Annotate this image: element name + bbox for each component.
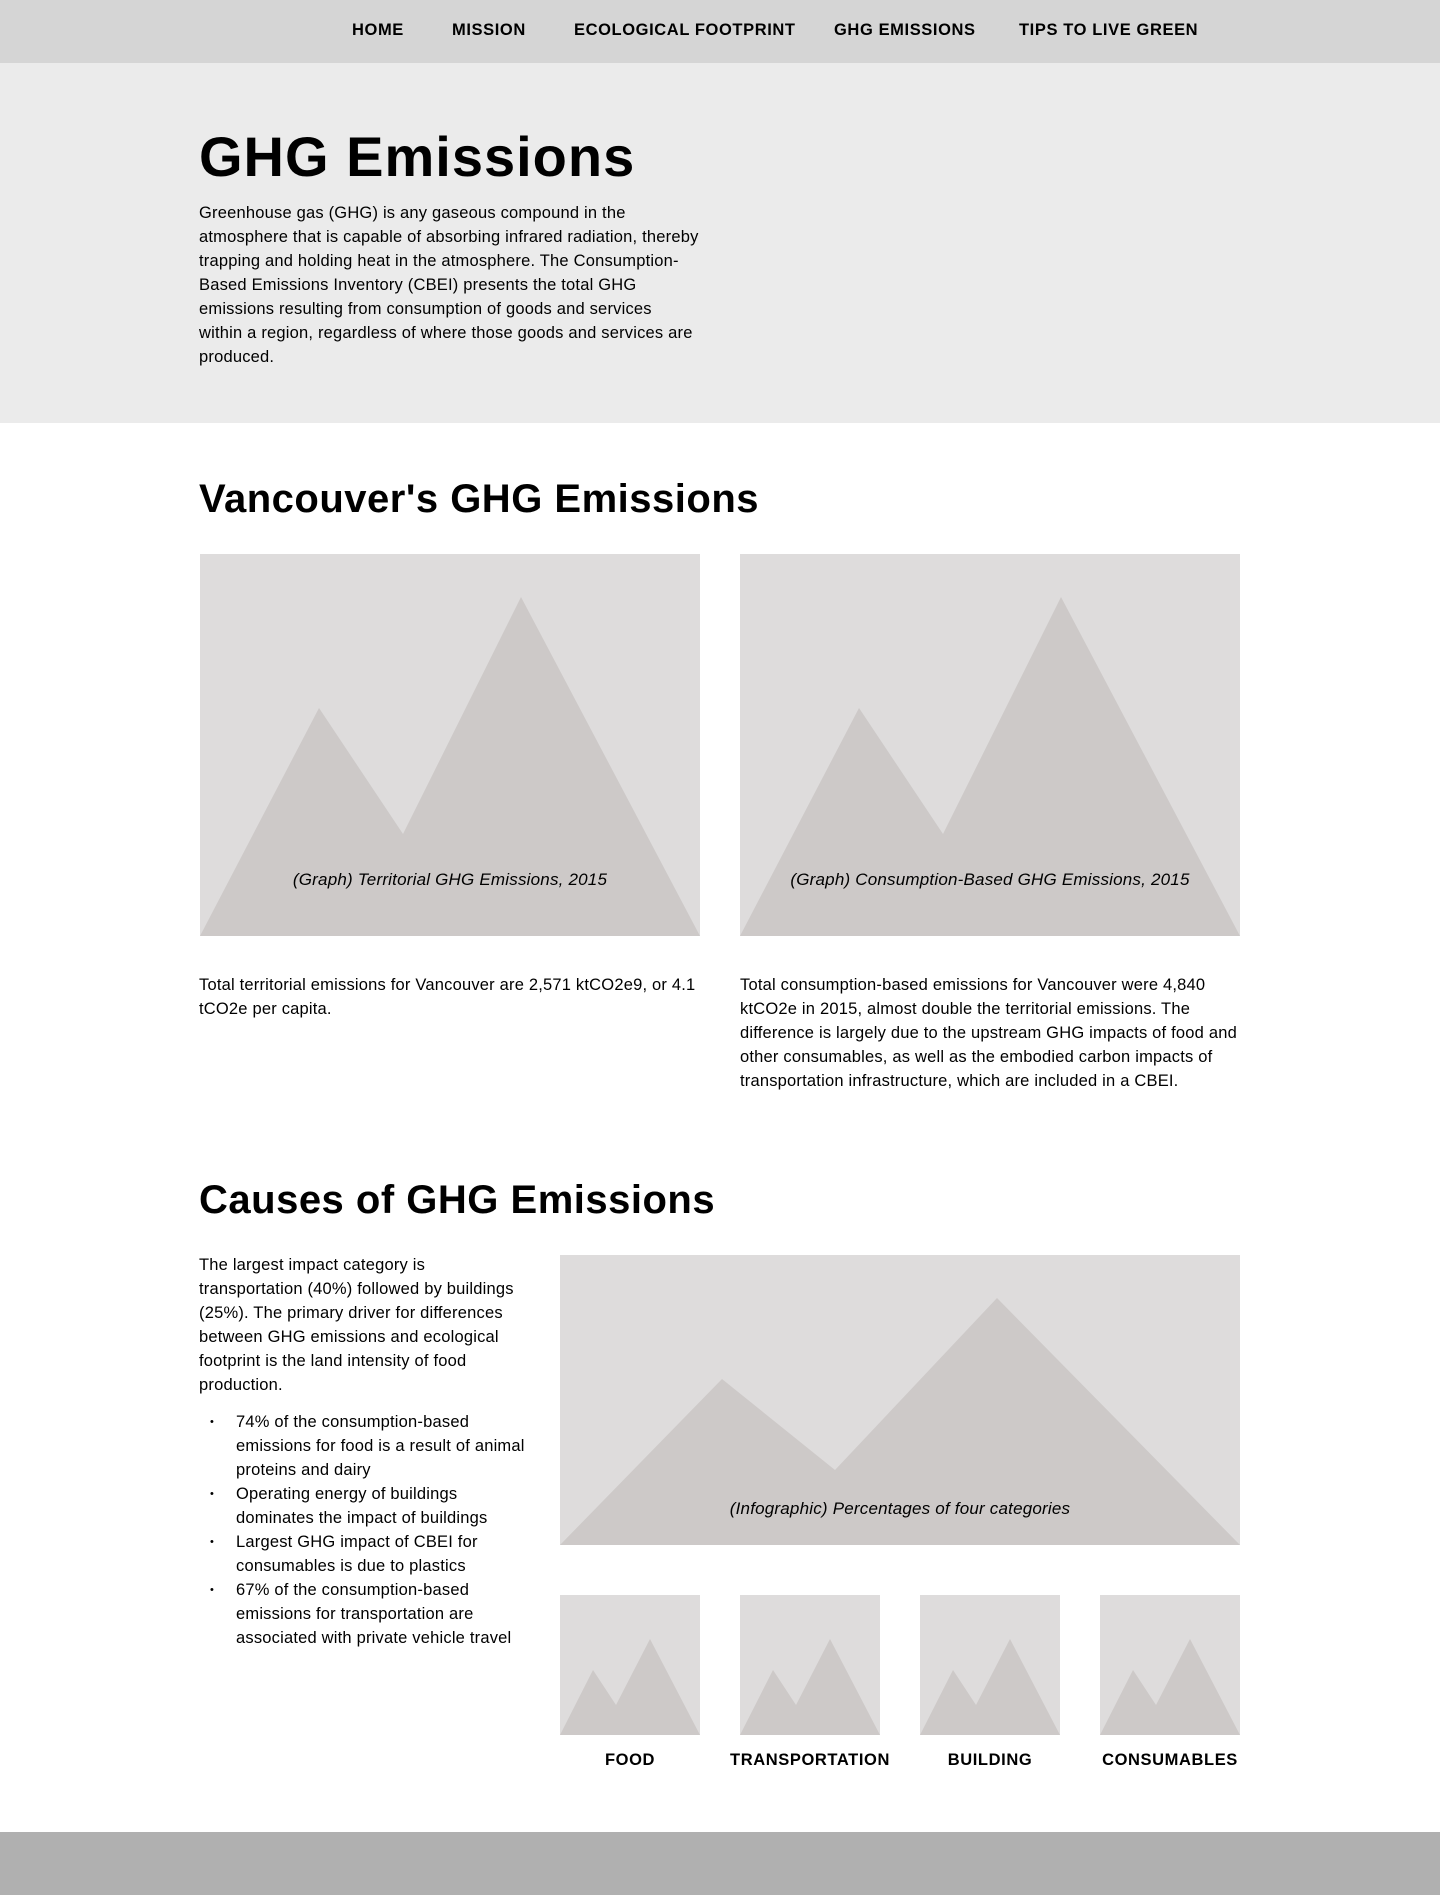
nav-item-home[interactable]: HOME xyxy=(352,21,404,39)
food-thumbnail xyxy=(560,1595,700,1735)
causes-intro-text: The largest impact category is transportation (40%) followed by buildings (25%). The primary driver for differences between GHG emissions and ecological footprint is the land intensity of food production. xyxy=(199,1256,514,1394)
hero-section xyxy=(0,63,1440,423)
nav-item-ghg-emissions[interactable]: GHG EMISSIONS xyxy=(834,21,976,39)
category-label-food: FOOD xyxy=(604,1751,656,1769)
infographic-caption: (Infographic) Percentages of four categories xyxy=(729,1499,1071,1518)
list-item: • Largest GHG impact of CBEI for consumables is due to plastics xyxy=(199,1530,529,1578)
building-thumbnail xyxy=(920,1595,1060,1735)
nav-item-ecological-footprint[interactable]: ECOLOGICAL FOOTPRINT xyxy=(574,21,796,39)
image-placeholder-icon xyxy=(1100,1595,1240,1735)
territorial-graph-caption: (Graph) Territorial GHG Emissions, 2015 xyxy=(292,870,608,889)
image-placeholder-icon xyxy=(740,1595,880,1735)
footer xyxy=(0,1832,1440,1895)
list-item: • Operating energy of buildings dominates the impact of buildings xyxy=(199,1482,529,1530)
nav-item-mission[interactable]: MISSION xyxy=(452,21,526,39)
territorial-graph-placeholder xyxy=(200,554,700,936)
category-label-consumables: CONSUMABLES xyxy=(1102,1751,1238,1769)
consumption-emissions-text: Total consumption-based emissions for Vancouver were 4,840 ktCO2e in 2015, almost double the territorial emissions. The difference is largely due to the upstream GHG impacts of food and other consumables, as well as the embodied carbon impacts of transportation infrastructure, which are included in a CBEI. xyxy=(740,976,1237,1090)
category-label-building: BUILDING xyxy=(947,1751,1033,1769)
page-title: GHG Emissions xyxy=(199,125,636,188)
hero-description: Greenhouse gas (GHG) is any gaseous compound in the atmosphere that is capable of absorbing infrared radiation, thereby trapping and holding heat in the atmosphere. The Consumption-Based Emissions Inventory (CBEI) presents the total GHG emissions resulting from consumption of goods and services within a region, regardless of where those goods and services are produced. xyxy=(199,204,699,366)
image-placeholder-icon xyxy=(560,1595,700,1735)
consumables-thumbnail xyxy=(1100,1595,1240,1735)
top-nav xyxy=(0,0,1440,63)
causes-section-title: Causes of GHG Emissions xyxy=(199,1178,716,1222)
consumption-graph-caption: (Graph) Consumption-Based GHG Emissions, 2015 xyxy=(790,870,1190,889)
consumption-graph-placeholder xyxy=(740,554,1240,936)
infographic-placeholder xyxy=(560,1255,1240,1545)
category-label-transportation: TRANSPORTATION xyxy=(730,1751,890,1769)
image-placeholder-icon xyxy=(920,1595,1060,1735)
territorial-emissions-text: Total territorial emissions for Vancouver are 2,571 ktCO2e9, or 4.1 tCO2e per capita. xyxy=(199,976,696,1018)
causes-bullet-list xyxy=(199,1410,529,1650)
transportation-thumbnail xyxy=(740,1595,880,1735)
list-item: • 67% of the consumption-based emissions for transportation are associated with private vehicle travel xyxy=(199,1578,529,1650)
nav-item-tips-to-live-green[interactable]: TIPS TO LIVE GREEN xyxy=(1019,21,1199,39)
vancouver-section-title: Vancouver's GHG Emissions xyxy=(199,477,759,521)
list-item: • 74% of the consumption-based emissions for food is a result of animal proteins and dairy xyxy=(199,1410,529,1482)
